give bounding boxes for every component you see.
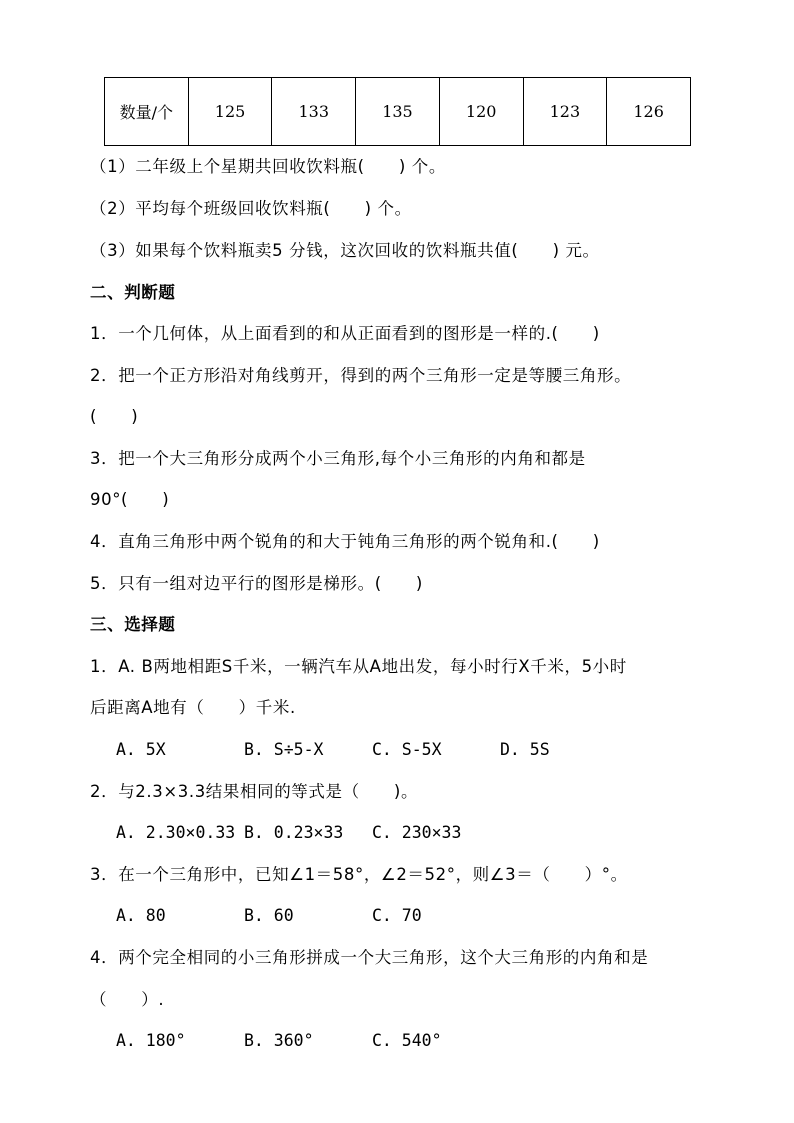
choice-q3-option-b: B. 60 — [244, 906, 294, 925]
choice-q4-option-c: C. 540° — [372, 1031, 442, 1050]
choice-q2-option-c: C. 230×33 — [372, 823, 462, 842]
choice-q2-option-a: A. 2.30×0.33 — [116, 823, 236, 842]
choice-q1-option-c: C. S-5X — [372, 740, 442, 759]
table-row-label: 数量/个 — [105, 78, 189, 146]
choice-q1-option-d: D. 5S — [500, 740, 550, 759]
section-heading-choice: 三、选择题 — [90, 615, 176, 634]
choice-q4-option-b: B. 360° — [244, 1031, 314, 1050]
choice-q4-option-a: A. 180° — [116, 1031, 186, 1050]
choice-q1-option-a: A. 5X — [116, 740, 166, 759]
choice-q3-option-c: C. 70 — [372, 906, 422, 925]
choice-q4-line1: 4．两个完全相同的小三角形拼成一个大三角形，这个大三角形的内角和是 — [90, 948, 649, 967]
bottle-count-table — [104, 77, 691, 146]
table-cell: 133 — [272, 78, 356, 146]
table-cell: 120 — [439, 78, 523, 146]
table-cell: 123 — [523, 78, 607, 146]
table-row — [105, 78, 691, 146]
sub-question-1: （1）二年级上个星期共回收饮料瓶( ) 个。 — [90, 157, 446, 176]
table-cell: 135 — [356, 78, 440, 146]
choice-q1-line2: 后距离A地有（ ）千米. — [90, 698, 296, 717]
table-cell: 125 — [188, 78, 272, 146]
judgement-item-5: 5．只有一组对边平行的图形是梯形。( ) — [90, 574, 423, 593]
judgement-item-4: 4．直角三角形中两个锐角的和大于钝角三角形的两个锐角和.( ) — [90, 532, 600, 551]
section-heading-judgement: 二、判断题 — [90, 283, 176, 302]
choice-q2-option-b: B. 0.23×33 — [244, 823, 344, 842]
judgement-item-2: 2．把一个正方形沿对角线剪开，得到的两个三角形一定是等腰三角形。 — [90, 366, 632, 385]
choice-q4-line2: （ ）. — [90, 990, 165, 1009]
table-cell: 126 — [607, 78, 691, 146]
judgement-item-1: 1．一个几何体，从上面看到的和从正面看到的图形是一样的.( ) — [90, 324, 600, 343]
choice-q1-line1: 1．A. B两地相距S千米，一辆汽车从A地出发，每小时行X千米，5小时 — [90, 657, 627, 676]
judgement-item-3: 3．把一个大三角形分成两个小三角形,每个小三角形的内角和都是 — [90, 449, 586, 468]
judgement-item-3-cont: 90°( ) — [90, 490, 170, 509]
choice-q2-line1: 2．与2.3×3.3结果相同的等式是（ )。 — [90, 782, 419, 801]
choice-q1-option-b: B. S÷5-X — [244, 740, 324, 759]
choice-q3-option-a: A. 80 — [116, 906, 166, 925]
sub-question-2: （2）平均每个班级回收饮料瓶( ) 个。 — [90, 199, 412, 218]
sub-question-3: （3）如果每个饮料瓶卖5 分钱，这次回收的饮料瓶共值( ) 元。 — [90, 241, 600, 260]
judgement-item-2-answer: ( ) — [90, 407, 139, 426]
choice-q3-line1: 3．在一个三角形中，已知∠1＝58°，∠2＝52°，则∠3＝（ ）°。 — [90, 865, 628, 884]
